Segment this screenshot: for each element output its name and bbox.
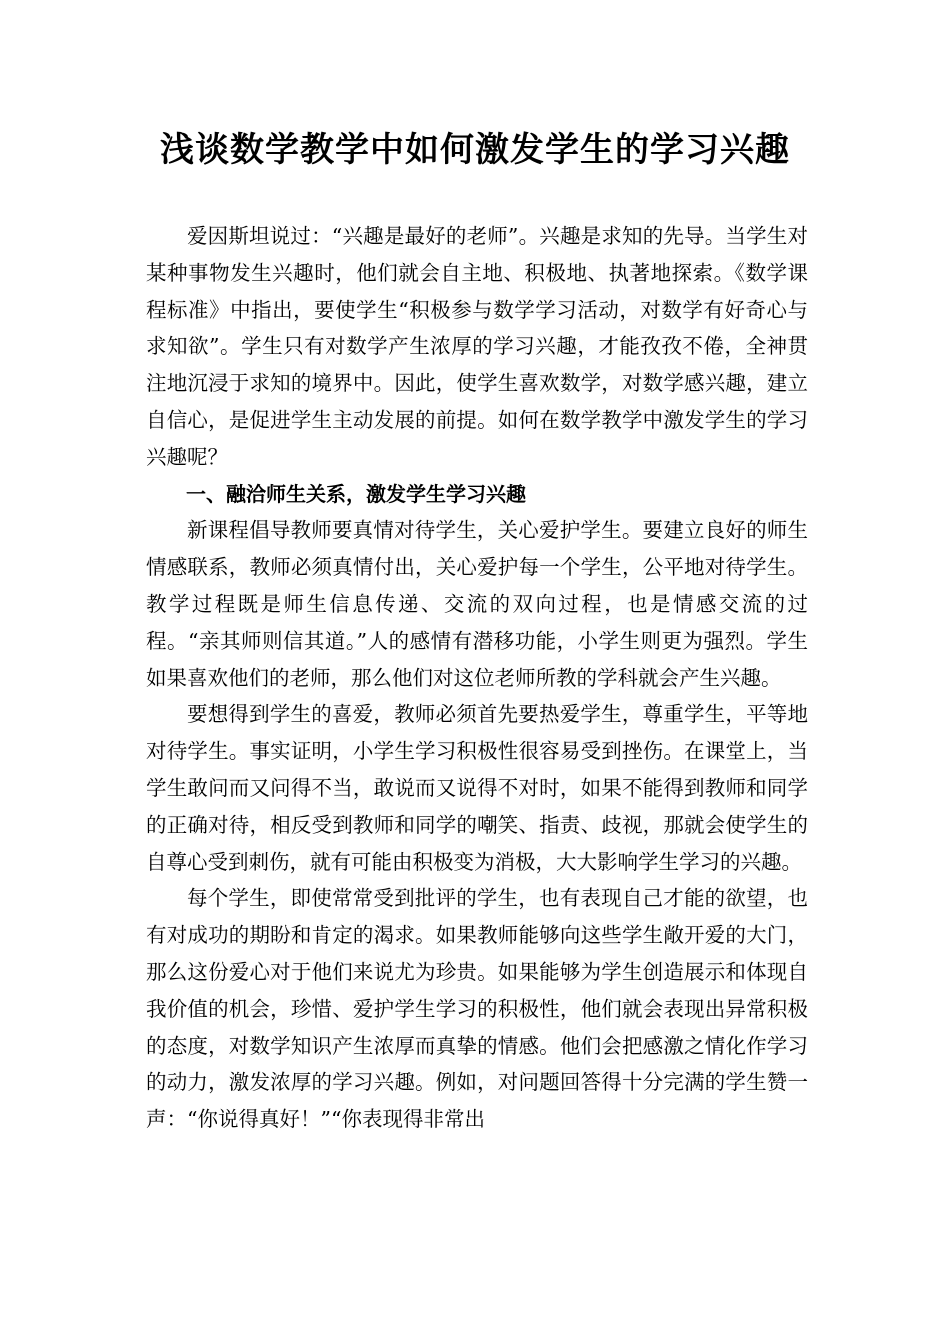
document-body xyxy=(146,218,808,1138)
section1-paragraph-2: 要想得到学生的喜爱，教师必须首先要热爱学生，尊重学生，平等地对待学生。事实证明，小学生学习积极性很容易受到挫伤。在课堂上，当学生敢问而又问得不当，敢说而又说得不对时，如果不能得到教师和同学的正确对待，相反受到教师和同学的嘲笑、指责、歧视，那就会使学生的自尊心受到刺伤，就有可能由积极变为消极，大大影响学生学习的兴趣。 xyxy=(146,702,808,874)
document-title: 浅谈数学教学中如何激发学生的学习兴趣 xyxy=(160,130,790,170)
section1-paragraph-3: 每个学生，即使常常受到批评的学生，也有表现自己才能的欲望，也有对成功的期盼和肯定的渴求。如果教师能够向这些学生敞开爱的大门，那么这份爱心对于他们来说尤为珍贵。如果能够为学生创造展示和体现自我价值的机会，珍惜、爱护学生学习的积极性，他们就会表现出异常积极的态度，对数学知识产生浓厚而真挚的情感。他们会把感激之情化作学习的动力，激发浓厚的学习兴趣。例如，对问题回答得十分完满的学生赞一声：“你说得真好！”“你表现得非常出 xyxy=(146,886,808,1132)
section1-paragraph-1: 新课程倡导教师要真情对待学生，关心爱护学生。要建立良好的师生情感联系，教师必须真情付出，关心爱护每一个学生，公平地对待学生。教学过程既是师生信息传递、交流的双向过程，也是情感交流的过程。“亲其师则信其道。”人的感情有潜移功能，小学生则更为强烈。学生如果喜欢他们的老师，那么他们对这位老师所教的学科就会产生兴趣。 xyxy=(146,518,808,690)
intro-paragraph: 爱因斯坦说过：“兴趣是最好的老师”。兴趣是求知的先导。当学生对某种事物发生兴趣时，他们就会自主地、积极地、执著地探索。《数学课程标准》中指出，要使学生“积极参与数学学习活动，对数学有好奇心与求知欲”。学生只有对数学产生浓厚的学习兴趣，才能孜孜不倦，全神贯注地沉浸于求知的境界中。因此，使学生喜欢数学，对数学感兴趣，建立自信心，是促进学生主动发展的前提。如何在数学教学中激发学生的学习兴趣呢？ xyxy=(146,224,808,469)
section-heading-1: 一、融洽师生关系，激发学生学习兴趣 xyxy=(186,481,526,506)
